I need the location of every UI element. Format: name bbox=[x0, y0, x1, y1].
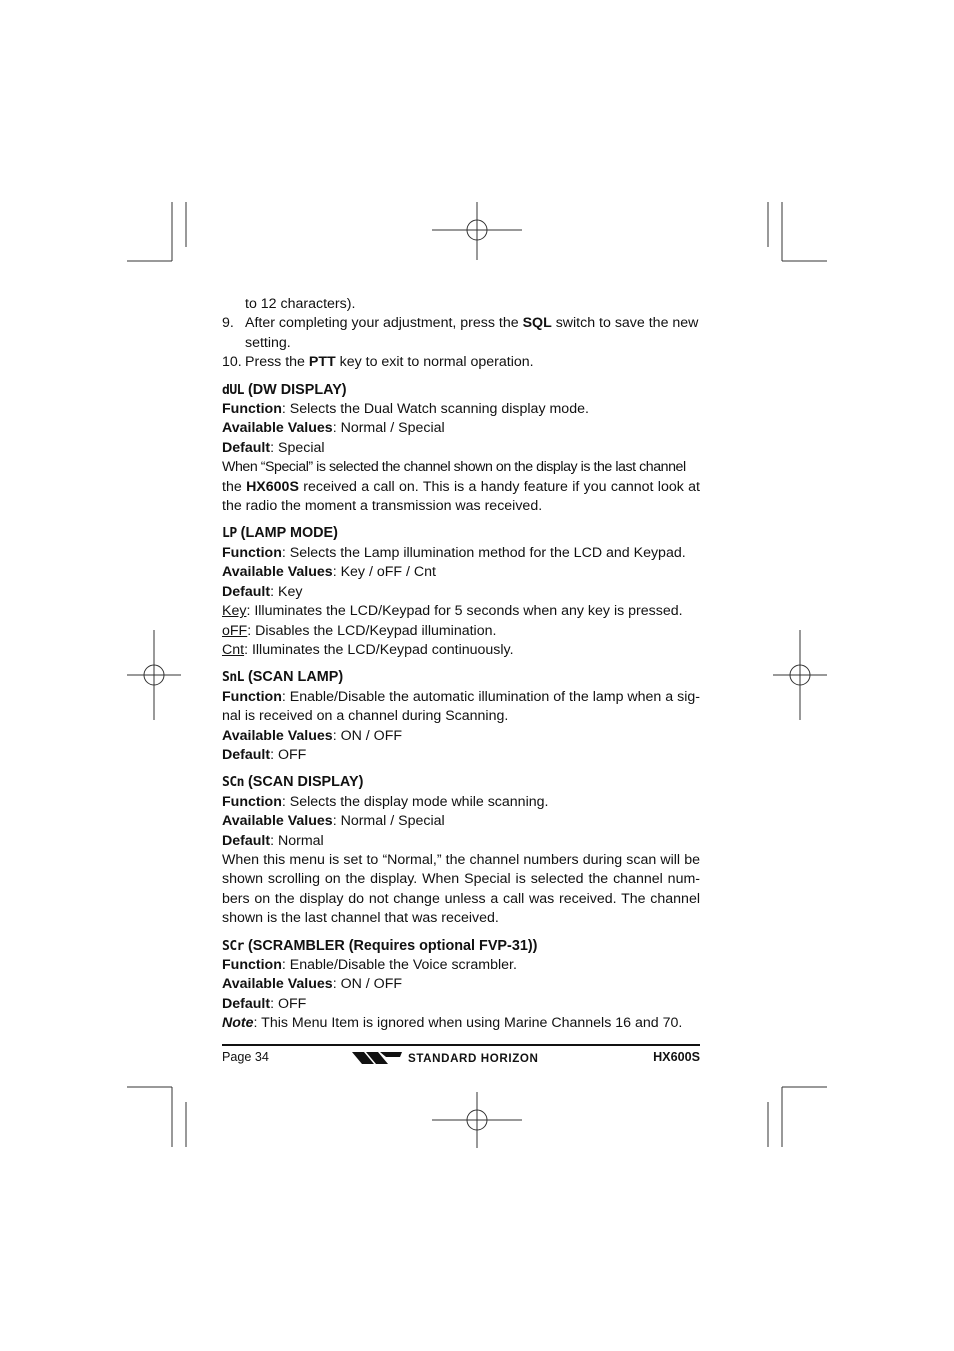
lp-available: Available Values: Key / oFF / Cnt bbox=[222, 564, 436, 581]
scr-note: Note: This Menu Item is ignored when using Marine Channels 16 and 70. bbox=[222, 1015, 683, 1032]
lp-cnt-option: Cnt: Illuminates the LCD/Keypad continuously. bbox=[222, 641, 514, 658]
section-heading-dul: dUL (DW DISPLAY) bbox=[222, 381, 347, 398]
lp-default: Default: Key bbox=[222, 583, 303, 600]
step-9-number: 9. bbox=[222, 315, 234, 332]
step-9: 9. After completing your adjustment, press the SQL switch to save the new bbox=[222, 314, 700, 333]
scn-function: Function: Selects the display mode while scanning. bbox=[222, 793, 549, 810]
page-content bbox=[222, 295, 700, 1034]
dul-default: Default: Special bbox=[222, 439, 325, 456]
lcd-code: SCn bbox=[222, 775, 244, 791]
step-10: 10. Press the PTT key to exit to normal operation. bbox=[222, 353, 700, 372]
section-heading-scr: SCr (SCRAMBLER (Requires optional FVP-31)) bbox=[222, 937, 538, 954]
dul-desc-1: When “Special” is selected the channel shown on the display is the last channel bbox=[222, 459, 686, 476]
snl-available: Available Values: ON / OFF bbox=[222, 727, 403, 744]
section-heading-lp: LP (LAMP MODE) bbox=[222, 525, 338, 542]
lcd-code: LP bbox=[222, 526, 237, 542]
lp-key-option: Key: Illuminates the LCD/Keypad for 5 seconds when any key is pressed. bbox=[222, 603, 683, 620]
scn-available: Available Values: Normal / Special bbox=[222, 813, 445, 830]
model-name: HX600S bbox=[246, 478, 299, 495]
scn-desc-1: When this menu is set to “Normal,” the channel numbers during scan will be bbox=[222, 851, 700, 868]
lcd-code: SCr bbox=[222, 938, 244, 954]
scn-desc-4: shown is the last channel that was received. bbox=[222, 910, 499, 927]
scn-desc-3: bers on the display do not change unless a call was received. The channel bbox=[222, 890, 700, 907]
scr-available: Available Values: ON / OFF bbox=[222, 976, 403, 993]
brand-name: STANDARD HORIZON bbox=[408, 1051, 539, 1065]
scr-default: Default: OFF bbox=[222, 995, 307, 1012]
snl-function-cont: nal is received on a channel during Scanning. bbox=[222, 708, 509, 725]
step-9-continued: setting. bbox=[245, 334, 291, 351]
dul-desc-3: the radio the moment a transmission was received. bbox=[222, 498, 543, 515]
scn-desc-2: shown scrolling on the display. When Special is selected the channel num- bbox=[222, 871, 700, 888]
sql-key: SQL bbox=[522, 315, 552, 332]
snl-function: Function: Enable/Disable the automatic illumination of the lamp when a sig- bbox=[222, 688, 700, 705]
section-heading-snl: SnL (SCAN LAMP) bbox=[222, 669, 344, 686]
dul-available: Available Values: Normal / Special bbox=[222, 420, 445, 437]
ptt-key: PTT bbox=[308, 354, 336, 371]
wave-logo-icon bbox=[352, 1051, 402, 1065]
intro-line: to 12 characters). bbox=[245, 296, 356, 312]
page-footer bbox=[222, 1044, 700, 1070]
step-10-number: 10. bbox=[222, 354, 242, 371]
lcd-code: dUL bbox=[222, 382, 244, 398]
scr-function: Function: Enable/Disable the Voice scrambler. bbox=[222, 957, 517, 973]
scn-default: Default: Normal bbox=[222, 832, 324, 849]
lcd-code: SnL bbox=[222, 670, 244, 686]
brand-logo bbox=[352, 1049, 538, 1067]
lp-off-option: oFF: Disables the LCD/Keypad illumination. bbox=[222, 622, 497, 639]
dul-desc-2: the HX600S received a call on. This is a handy feature if you cannot look at bbox=[222, 478, 700, 495]
lp-function: Function: Selects the Lamp illumination method for the LCD and Keypad. bbox=[222, 544, 686, 561]
model-number: HX600S bbox=[653, 1050, 700, 1064]
dul-function: Function: Selects the Dual Watch scanning display mode. bbox=[222, 401, 589, 418]
section-heading-scn: SCn (SCAN DISPLAY) bbox=[222, 774, 364, 791]
snl-default: Default: OFF bbox=[222, 746, 307, 763]
page-number: Page 34 bbox=[222, 1050, 269, 1064]
